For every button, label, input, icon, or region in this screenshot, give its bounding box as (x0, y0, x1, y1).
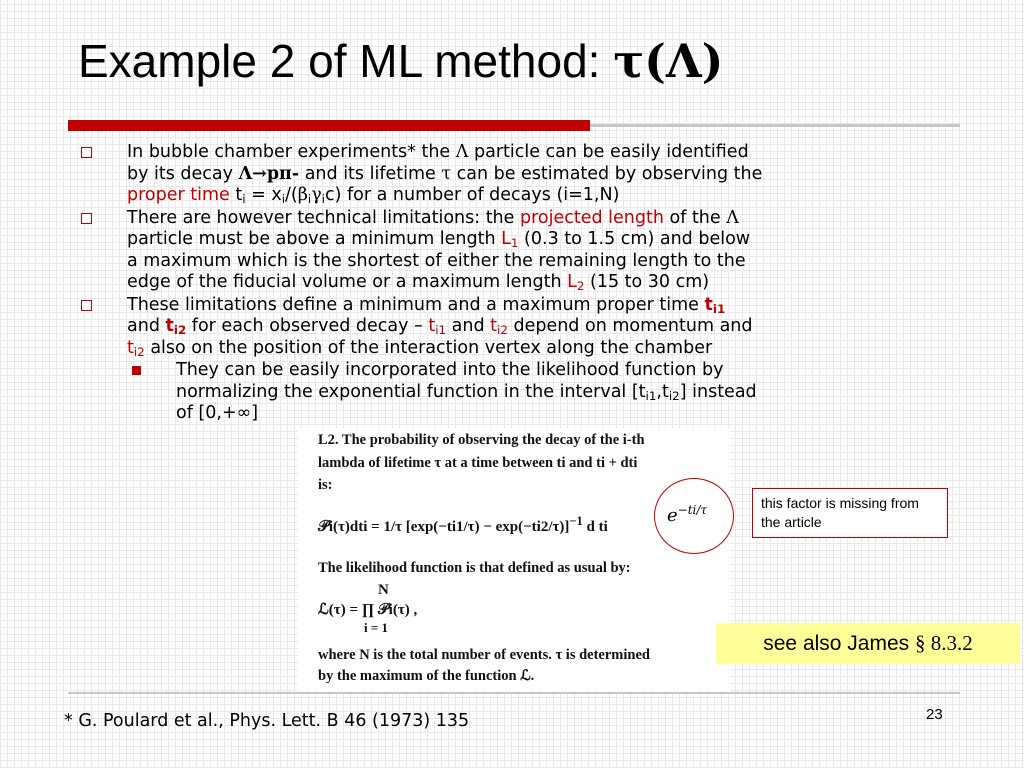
article-excerpt-image: L2. The probability of observing the decay of the i-th lambda of lifetime τ at a time between ti and ti + dti is: 𝒫i(τ)dti = 1/τ $[\exp(-ti1/\tau) - \exp(-ti2/\tau)]^{-1}$ d ti The likelihood function is that defined as usual by: N ℒ(τ) = ∏ 𝒫i(τ) , i = 1 where N is the total number of events. τ is determined by the maximum of the function ℒ. (298, 428, 730, 692)
footer-rule (68, 692, 960, 694)
bullet-list (75, 142, 955, 425)
bullet-item: There are however technical limitations: the projected length of the Λ particle must be above a minimum length $L_1$ (0.3 to 1.5 cm) and below a maximum which is the shortest of either the remaining length to the edge of the fiducial volume or a maximum length $L_2$ (15 to 30 cm) (75, 208, 955, 294)
title-text: Example 2 of ML method: (78, 35, 614, 87)
bullet-item: These limitations define a minimum and a maximum proper time $t_{i1}$ and $t_{i2}$ for each observed decay – $t_{i1}$ and $t_{i2}$ depend on momentum and $t_{i2}$ also on the position of the interaction vertex along the chamber (75, 295, 955, 360)
missing-factor-expression: $e^{-ti/\tau}$ (667, 503, 708, 526)
slide-title (78, 34, 724, 88)
title-symbol: τ(Λ) (613, 34, 724, 88)
title-rule (590, 124, 960, 127)
see-also-callout: see also James § 8.3.2 (716, 623, 1020, 664)
hollow-square-bullet-icon (81, 147, 92, 158)
missing-factor-note: this factor is missing from the article (752, 488, 948, 538)
page-number: 23 (926, 706, 943, 723)
likelihood-formula: ℒ(τ) = ∏ 𝒫i(τ) , (318, 602, 418, 618)
probability-formula: 𝒫i(τ)dti = 1/τ $[\exp(-ti1/\tau) - \exp(-ti2/\tau)]^{-1}$ d ti (318, 514, 608, 535)
filled-square-bullet-icon (132, 366, 141, 375)
bullet-item: In bubble chamber experiments* the Λ particle can be easily identified by its decay Λ→pπ- and its lifetime τ can be estimated by observing the proper time $t_i = x_i/(\beta_i\gamma_ic)$ for a number of decays (i=1,N) (75, 142, 955, 207)
missing-factor-circle (654, 478, 734, 554)
proper-time-term: proper time (127, 185, 230, 205)
hollow-square-bullet-icon (81, 300, 92, 311)
title-accent-bar (68, 120, 590, 131)
hollow-square-bullet-icon (81, 213, 92, 224)
projected-length-term: projected length (519, 207, 664, 228)
sub-bullet-item: They can be easily incorporated into the likelihood function by normalizing the exponential function in the interval $[t_{i1},t_{i2}]$ instead of [0,+∞] (75, 360, 955, 425)
footnote: * G. Poulard et al., Phys. Lett. B 46 (1973) 135 (64, 711, 470, 731)
